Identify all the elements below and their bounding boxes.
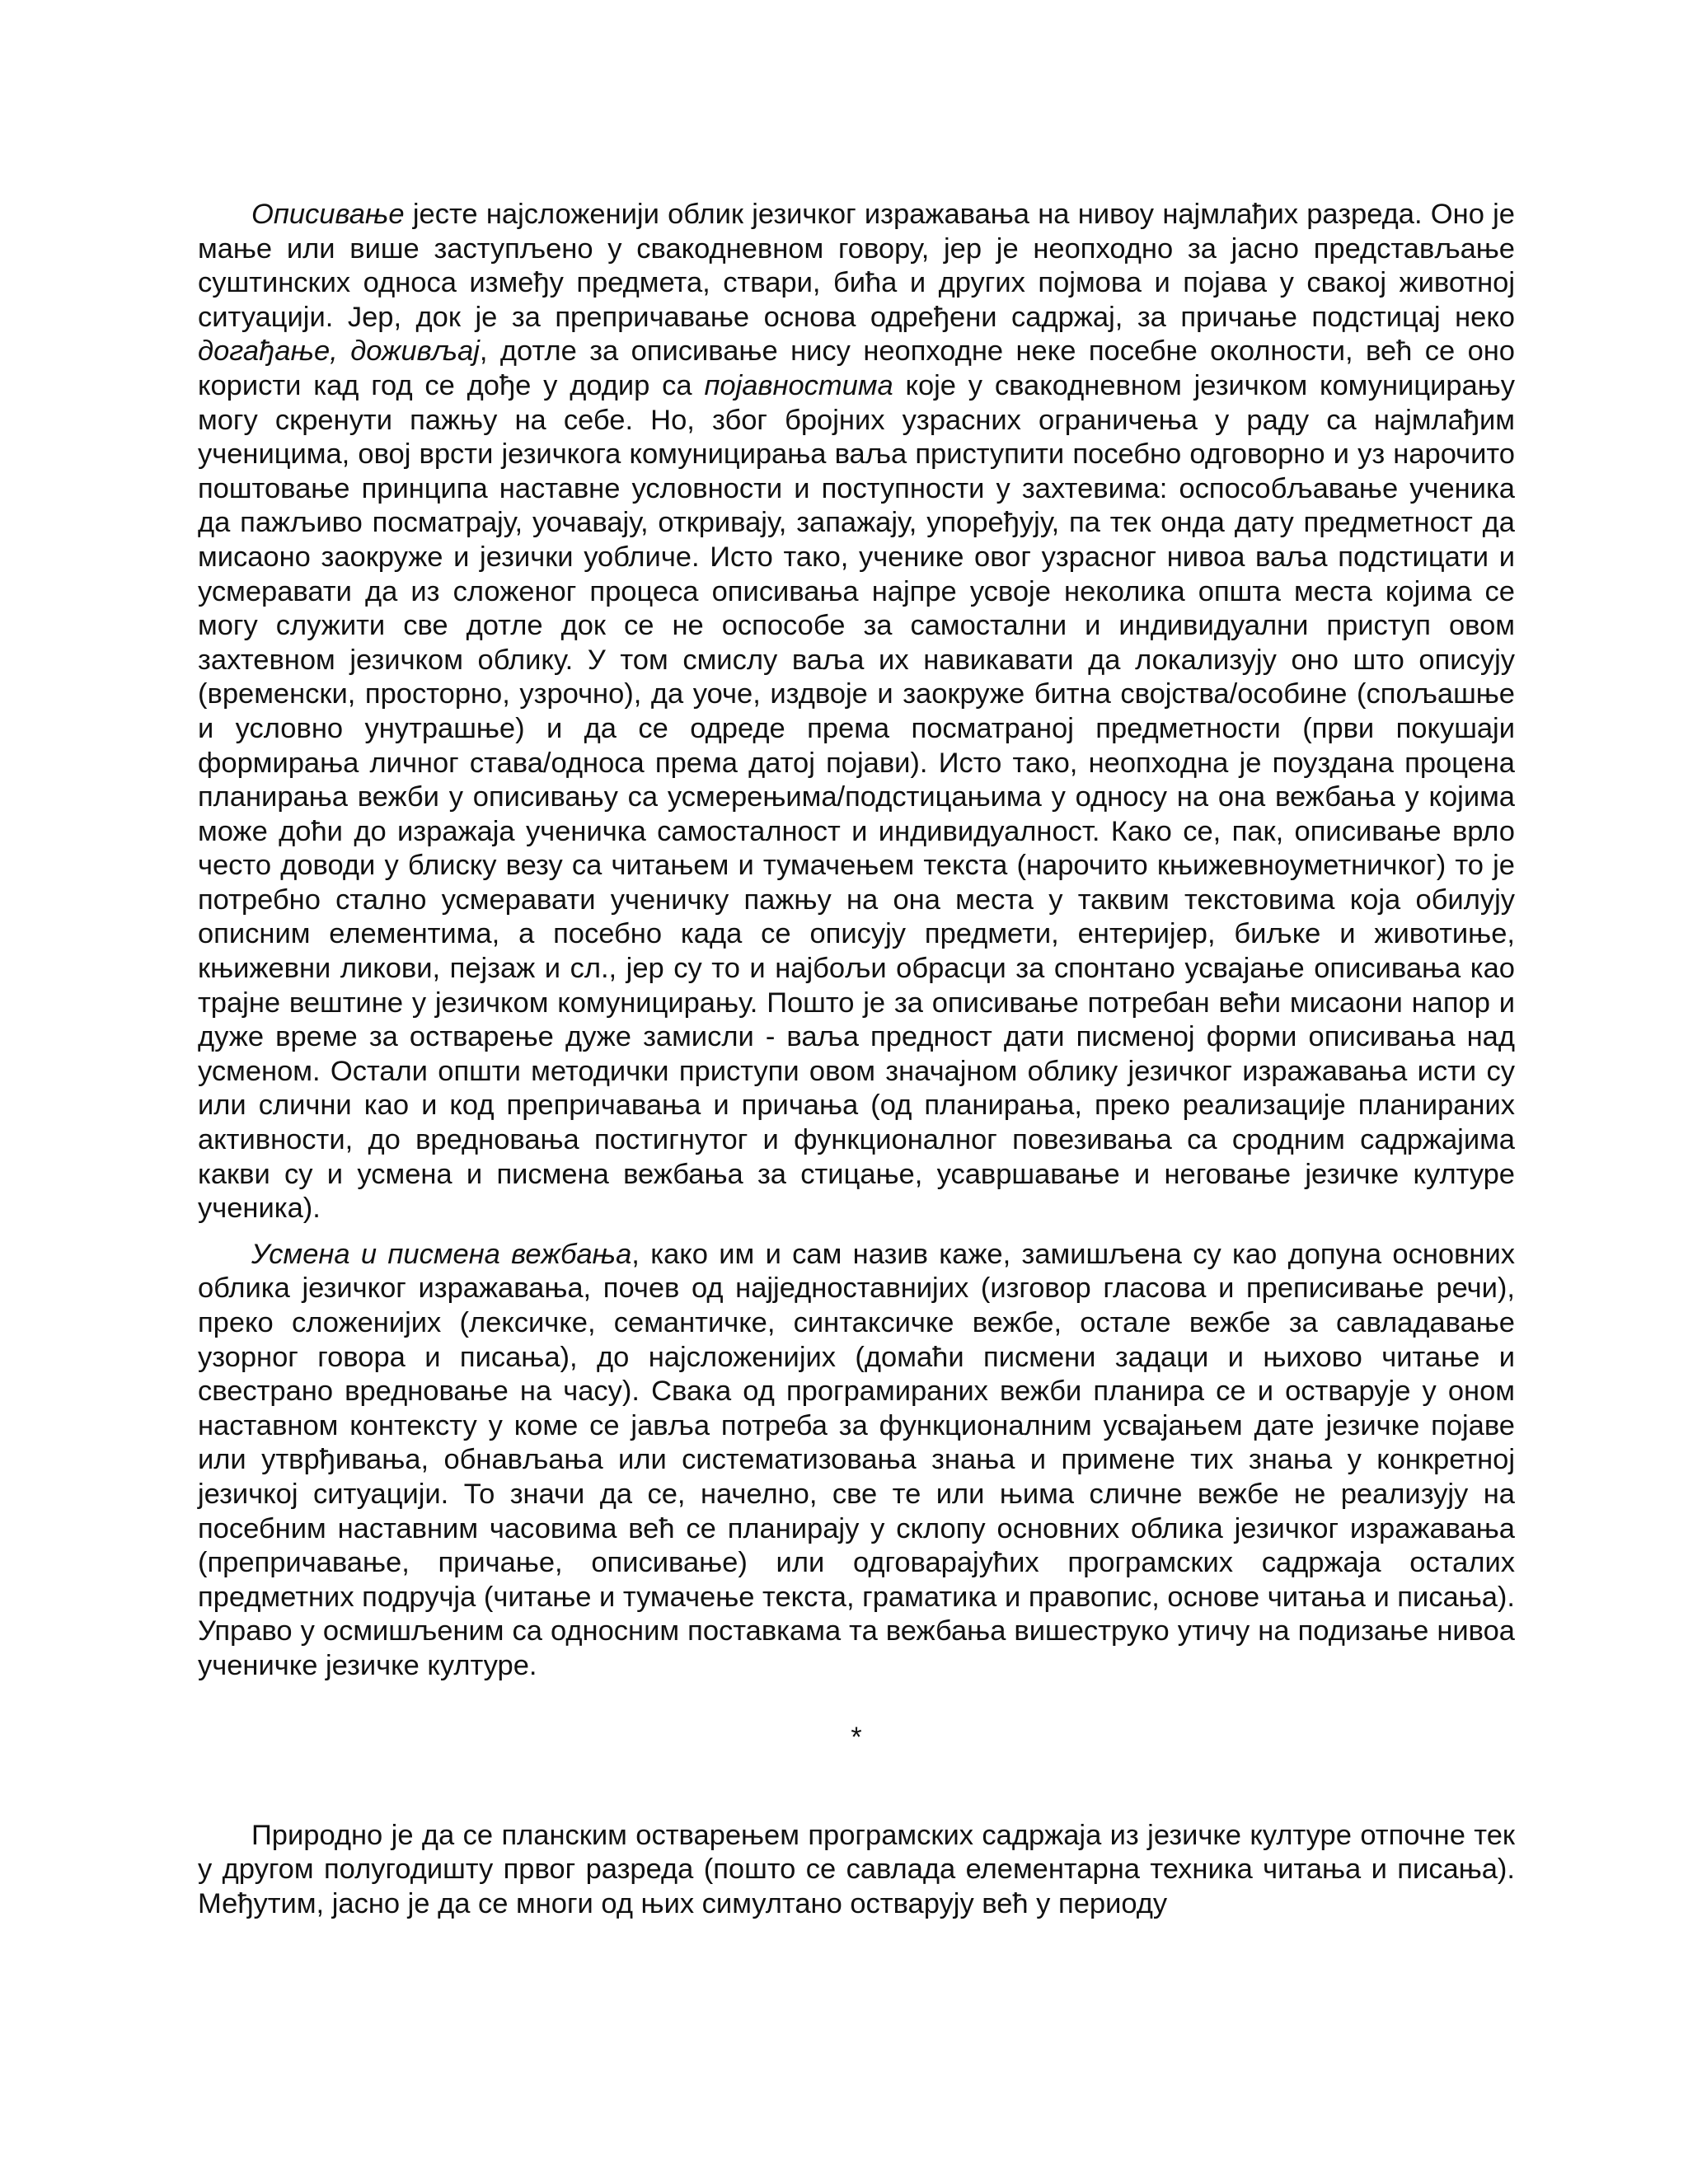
paragraph-describing <box>198 198 1515 1226</box>
term-phenomena: појавностима <box>704 369 893 401</box>
section-separator: * <box>851 1721 862 1753</box>
document-page <box>198 198 1515 1921</box>
paragraph-planning <box>198 1819 1515 1922</box>
paragraph-text: које у свакодневном језичком комуницирању могу скренути пажњу на себе. Но, због бројних узрасних ограничења у раду са најмлађим ученицима, овој врсти језичкога комуницирања ваља приступити посебно одговорно и уз нарочито поштовање принципа наставне условности и поступности у захтевима: оспособљавање ученика да пажљиво посматрају, уочавају, откривају, запажају, упоређују, па тек онда дату предметност да мисаоно заокруже и језички уобличе. Исто тако, ученике овог узрасног нивоа ваља подстицати и усмеравати да из сложеног процеса описивања најпре усвоје неколика општа места којима се могу служити све дотле док се не оспособе за самостални и индивидуални приступ овом захтевном језичком облику. У том смислу ваља их навикавати да локализују оно што описују (временски, просторно, узрочно), да уоче, издвоје и заокруже битна својства/особине (спољашње и условно унутрашње) и да се одреде према посматраној предметности (први покушаји формирања личног става/односа према датој појави). Исто тако, неопходна је поуздана процена планирања вежби у описивању са усмерењима/подстицањима у односу на она вежбања у којима може доћи до изражаја ученичка самосталност и индивидуалност. Како се, пак, описивање врло често доводи у блиску везу са читањем и тумачењем текста (нарочито књижевноуметничког) то је потребно стално усмеравати ученичку пажњу на она места у таквим текстовима која обилују описним елементима, а посебно када се описују предмети, ентеријер, биљке и животиње, књижевни ликови, пејзаж и сл., јер су то и најбољи обрасци за спонтано усвајање описивања као трајне вештине у језичком комуницирању. Пошто је за описивање потребан већи мисаони напор и дуже време за остварење дуже замисли - ваља предност дати писменој форми описивања над усменом. Остали општи методички приступи овом значајном облику језичког изражавања исти су или слични као и код препричавања и причања (од планирања, преко реализације планираних активности, до вредновања постигнутог и функционалног повезивања са сродним садржајима какви су и усмена и писмена вежбања за стицање, усавршавање и неговање језичке културе ученика). <box>198 369 1516 1225</box>
paragraph-text: Природно је да се планским остварењем програмских садржаја из језичке културе отпочне тек у другом полугодишту првог разреда (пошто се савлада елементарна техника читања и писања). Међутим, јасно је да се многи од њих симултано остварују већ у периоду <box>198 1819 1515 1919</box>
paragraph-text: , дотле за описивање нису неопходне неке посебне околности, већ се оно користи кад год се дође у додир са <box>198 335 1515 401</box>
paragraph-text: јесте најсложенији облик језичког изражавања на нивоу најмлађих разреда. Оно је мање или више заступљено у свакодневном говору, јер је неопходно за јасно представљање суштинских односа између предмета, ствари, бића и других појмова и појава у свакој животној ситуацији. Јер, док је за препричавање основа одређени садржај, за причање подстицај неко <box>198 199 1515 333</box>
term-describing: Описивање <box>251 199 405 230</box>
term-exercises: Усмена и писмена вежбања <box>251 1238 632 1270</box>
term-event-experience: догађање, доживљај <box>198 335 480 368</box>
paragraph-text: , како им и сам назив каже, замишљена су као допуна основних облика језичког изражавања, почев од најједноставнијих (изговор гласова и преписивање речи), преко сложенијих (лексичке, семантичке, синтаксичке вежбе, остале вежбе за савладавање узорног говора и писања), до најсложенијих (домаћи писмени задаци и њихово читање и свестрано вредновање на часу). Свака од програмираних вежби планира се и остварује у оном наставном контексту у коме се јавља потреба за функционалним усвајањем дате језичке појаве или утврђивања, обнављања или систематизовања знања и примене тих знања у конкретној језичкој ситуацији. То значи да се, начелно, све те или њима сличне вежбе не реализују на посебним наставним часовима већ се планирају у склопу основних облика језичког изражавања (препричавање, причање, описивање) или одговарајућих програмских садржаја осталих предметних подручја (читање и тумачење текста, граматика и правопис, основе читања и писања). Управо у осмишљеним са односним поставкама та вежбања вишеструко утичу на подизање нивоа ученичке језичке културе. <box>198 1238 1515 1681</box>
paragraph-exercises <box>198 1238 1515 1684</box>
